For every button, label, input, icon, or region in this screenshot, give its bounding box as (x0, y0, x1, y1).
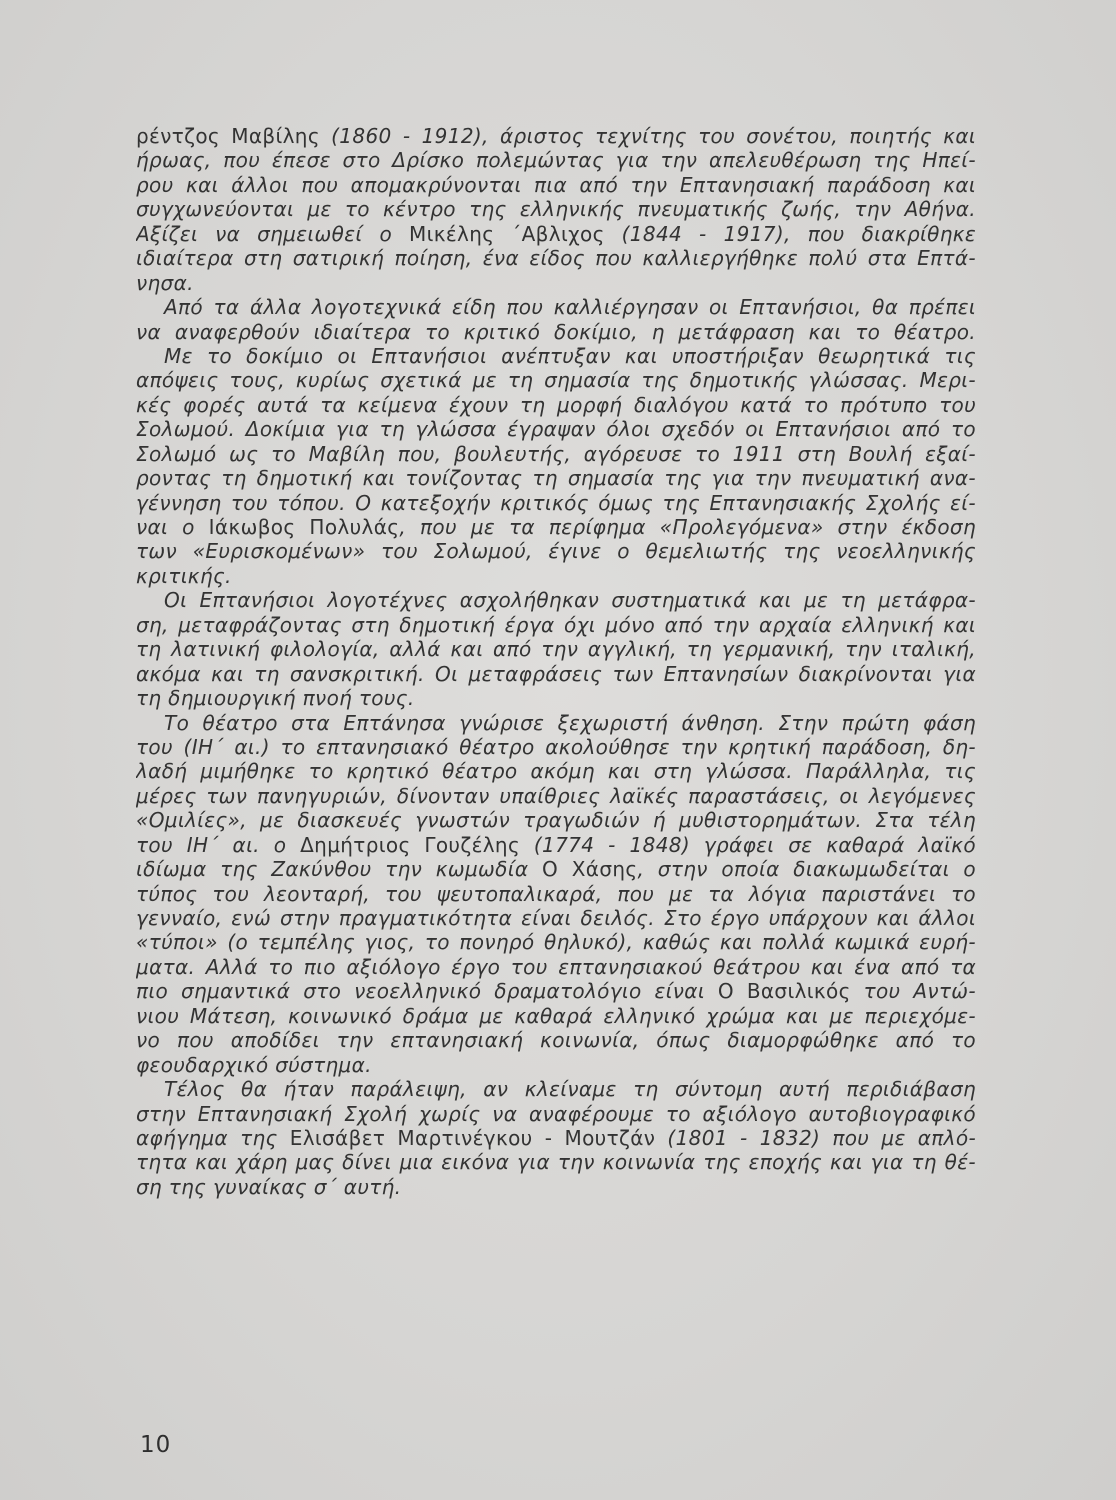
text-segment: κριτικής. (136, 563, 232, 588)
text-segment: γέννηση του τόπου. Ο κατεξοχήν κριτικός όμως της Επτανησιακής Σχολής εί- (136, 490, 976, 515)
text-line (136, 442, 976, 466)
text-line (136, 271, 976, 295)
text-segment: ση της γυναίκας σ΄ αυτή. (136, 1174, 402, 1199)
text-segment: Το θέατρο στα Επτάνησα γνώρισε ξεχωριστή άνθηση. Στην πρώτη φάση (164, 710, 976, 735)
text-line (136, 906, 976, 930)
text-segment: (1774 - 1848) γράφει σε καθαρά λαϊκό (520, 832, 976, 857)
text-segment: ματα. Αλλά το πιο αξιόλογο έργο του επτανησιακού θεάτρου και ένα από τα (136, 954, 976, 979)
text-line (136, 588, 976, 612)
proper-name: Δημήτριος Γουζέλης (300, 832, 521, 857)
text-segment: (1844 - 1917), που διακρίθηκε (604, 221, 976, 246)
text-line (136, 564, 976, 588)
text-line (136, 368, 976, 392)
text-line (136, 759, 976, 783)
text-segment: πιο σημαντικά στο νεοελληνικό δραματολόγιο είναι (136, 979, 718, 1004)
text-segment: Αξίζει να σημειωθεί ο (136, 221, 410, 246)
text-line (136, 1102, 976, 1126)
text-line (136, 808, 976, 832)
text-segment: Οι Επτανήσιοι λογοτέχνες ασχολήθηκαν συστηματικά και με τη μετάφρα- (164, 588, 976, 613)
text-line (136, 344, 976, 368)
text-line (136, 1175, 976, 1199)
proper-name: Ο Βασιλικός (717, 979, 851, 1004)
text-segment: του ΙΗ΄ αι. ο (136, 832, 301, 857)
text-line (136, 613, 976, 637)
text-segment: (1801 - 1832) που με απλό- (655, 1125, 976, 1150)
text-segment: του Αντώ- (850, 979, 976, 1004)
text-line (136, 930, 976, 954)
proper-name: Ιάκωβος Πολυλάς (208, 515, 400, 539)
text-line (136, 515, 976, 539)
text-segment: ναι ο (136, 515, 209, 539)
text-segment: συγχωνεύονται με το κέντρο της ελληνικής πνευματικής ζωής, την Αθήνα. (136, 197, 976, 222)
text-segment: ιδίωμα της Ζακύνθου την κωμωδία (136, 857, 543, 882)
proper-name: Ελισάβετ Μαρτινέγκου - Μουτζάν (289, 1125, 656, 1150)
text-line (136, 686, 976, 710)
text-segment: λαδή μιμήθηκε το κρητικό θέατρο ακόμη και στη γλώσσα. Παράλληλα, τις (136, 759, 976, 784)
text-segment: των «Ευρισκομένων» του Σολωμού, έγινε ο θεμελιωτής της νεοελληνικής (136, 539, 976, 564)
text-segment: απόψεις τους, κυρίως σχετικά με τη σημασία της δημοτικής γλώσσας. Μερι- (136, 368, 976, 393)
proper-name: ρέντζος Μαβίλης (136, 124, 320, 148)
proper-name: Μικέλης ΄Αβλιχος (409, 221, 605, 246)
text-segment: τη λατινική φιλολογία, αλλά και από την αγγλική, τη γερμανική, την ιταλική, (136, 637, 976, 662)
text-segment: νησα. (136, 270, 194, 295)
text-line (136, 197, 976, 221)
text-line (136, 662, 976, 686)
text-line (136, 1077, 976, 1101)
text-line (136, 491, 976, 515)
text-segment: ιδιαίτερα στη σατιρική ποίηση, ένα είδος που καλλιεργήθηκε πολύ στα Επτά- (136, 246, 976, 271)
text-line (136, 320, 976, 344)
text-segment: αφήγημα της (136, 1125, 290, 1150)
text-line (136, 173, 976, 197)
text-segment: ροντας τη δημοτική και τονίζοντας τη σημασία της για την πνευματική ανα- (136, 466, 976, 491)
text-line (136, 246, 976, 270)
text-segment: τύπος του λεονταρή, του ψευτοπαλικαρά, που με τα λόγια παριστάνει το (136, 881, 976, 906)
text-line (136, 833, 976, 857)
text-segment: Με το δοκίμιο οι Επτανήσιοι ανέπτυξαν και υποστήριξαν θεωρητικά τις (164, 343, 976, 368)
text-line (136, 1053, 976, 1077)
body-text (136, 124, 976, 1199)
text-line (136, 1126, 976, 1150)
text-segment: , που με τα περίφημα «Προλεγόμενα» στην έκδοση (399, 515, 976, 539)
text-line (136, 979, 976, 1003)
text-line (136, 1004, 976, 1028)
text-line (136, 295, 976, 319)
text-line (136, 124, 976, 148)
text-line (136, 1150, 976, 1174)
text-line (136, 148, 976, 172)
text-segment: ρου και άλλοι που απομακρύνονται πια από την Επτανησιακή παράδοση και (136, 172, 976, 197)
text-segment: να αναφερθούν ιδιαίτερα το κριτικό δοκίμιο, η μετάφραση και το θέατρο. (136, 319, 976, 344)
text-line (136, 882, 976, 906)
text-line (136, 539, 976, 563)
text-line (136, 735, 976, 759)
text-line (136, 1028, 976, 1052)
text-segment: «τύποι» (ο τεμπέλης γιος, το πονηρό θηλυκό), καθώς και πολλά κωμικά ευρή- (136, 930, 976, 955)
text-line (136, 417, 976, 441)
text-segment: Σολωμού. Δοκίμια για τη γλώσσα έγραψαν όλοι σχεδόν οι Επτανήσιοι από το (136, 417, 976, 442)
text-line (136, 393, 976, 417)
text-segment: Από τα άλλα λογοτεχνικά είδη που καλλιέργησαν οι Επτανήσιοι, θα πρέπει (164, 295, 976, 320)
text-segment: νο που αποδίδει την επτανησιακή κοινωνία, όπως διαμορφώθηκε από το (136, 1028, 976, 1053)
text-segment: «Ομιλίες», με διασκευές γνωστών τραγωδιών ή μυθιστορημάτων. Στα τέλη (136, 808, 976, 833)
text-line (136, 857, 976, 881)
text-segment: Σολωμό ως το Μαβίλη που, βουλευτής, αγόρευσε το 1911 στη Βουλή εξαί- (136, 441, 976, 466)
text-segment: ήρωας, που έπεσε στο Δρίσκο πολεμώντας για την απελευθέρωση της Ηπεί- (136, 148, 976, 173)
text-segment: του (ΙΗ΄ αι.) το επτανησιακό θέατρο ακολούθησε την κρητική παράδοση, δη- (136, 734, 976, 759)
text-segment: ση, μεταφράζοντας στη δημοτική έργα όχι μόνο από την αρχαία ελληνική και (136, 612, 976, 637)
text-line (136, 222, 976, 246)
text-segment: νιου Μάτεση, κοινωνικό δράμα με καθαρά ελληνικό χρώμα και με περιεχόμε- (136, 1003, 976, 1028)
page-number: 10 (140, 1432, 172, 1458)
text-segment: , στην οποία διακωμωδείται ο (637, 857, 976, 882)
text-segment: (1860 - 1912), άριστος τεχνίτης του σονέτου, ποιητής και (319, 124, 976, 148)
text-line (136, 466, 976, 490)
text-segment: ακόμα και τη σανσκριτική. Οι μεταφράσεις των Επτανησίων διακρίνονται για (136, 661, 976, 686)
text-segment: φεουδαρχικό σύστημα. (136, 1052, 372, 1077)
text-line (136, 637, 976, 661)
text-line (136, 784, 976, 808)
text-segment: μέρες των πανηγυριών, δίνονταν υπαίθριες λαϊκές παραστάσεις, οι λεγόμενες (136, 783, 976, 808)
text-segment: κές φορές αυτά τα κείμενα έχουν τη μορφή διαλόγου κατά το πρότυπο του (136, 392, 976, 417)
text-segment: γενναίο, ενώ στην πραγματικότητα είναι δειλός. Στο έργο υπάρχουν και άλλοι (136, 906, 976, 930)
text-segment: τητα και χάρη μας δίνει μια εικόνα για την κοινωνία της εποχής και για τη θέ- (136, 1150, 976, 1175)
proper-name: Ο Χάσης (542, 857, 638, 882)
text-line (136, 711, 976, 735)
text-segment: τη δημιουργική πνοή τους. (136, 686, 415, 711)
text-segment: Τέλος θα ήταν παράλειψη, αν κλείναμε τη σύντομη αυτή περιδιάβαση (164, 1077, 976, 1102)
text-line (136, 955, 976, 979)
text-segment: στην Επτανησιακή Σχολή χωρίς να αναφέρουμε το αξιόλογο αυτοβιογραφικό (136, 1101, 976, 1126)
